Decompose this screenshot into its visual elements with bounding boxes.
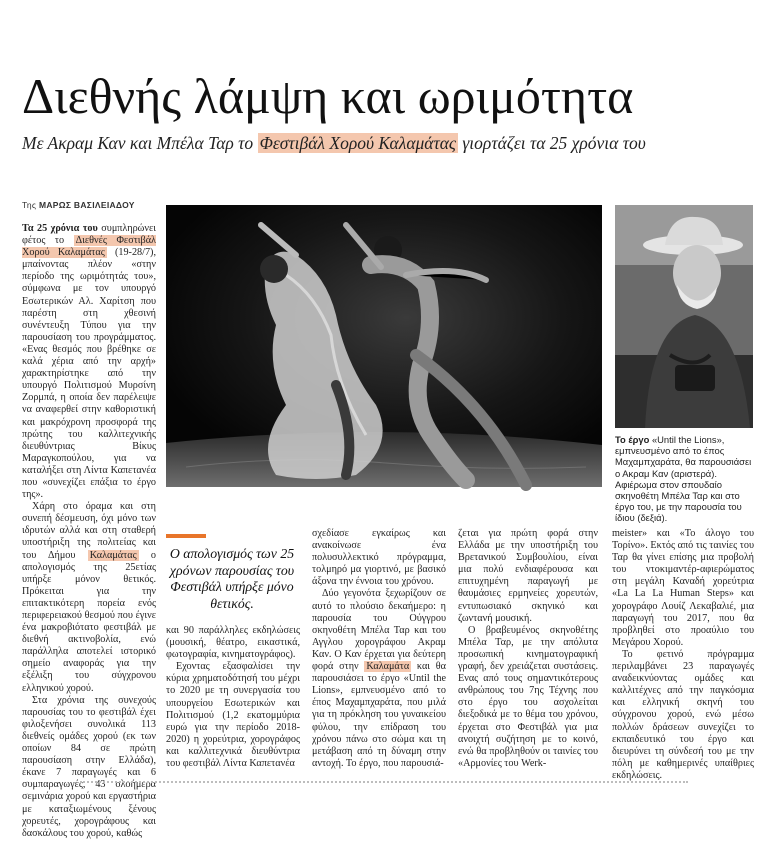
subtitle-highlight: Φεστιβάλ Χορού Καλαμάτας <box>259 133 457 153</box>
text-run: Δύο γεγονότα ξεχωρίζουν σε αυτό το πλούσιο δεκαήμερο: η παρουσία του Ούγγρου σκηνοθέτη Μπέλα Ταρ και του Αγγλου χορογράφου Ακραμ Καν. Ο Καν έρχεται για δεύτερη φορά στην <box>312 588 446 673</box>
paragraph: meister» και «Το άλογο του Τορίνο». Εκτός από τις ταινίες του Ταρ θα γίνει επίσης μια προβολή του ντοκιμαντέρ-αφιερώματος στη μεγάλη Καναδή χορεύτρια «La La La Human Steps» και χορογράφο Λουίζ Λεκαβαλιέ, μια παραγωγή του 2017, που θα προβληθεί στο προαύλιο του Μεγάρου Χορού. <box>612 528 754 648</box>
pull-quote-bar <box>166 534 206 538</box>
text-run: και θα παρουσιάσει το έργο «Until the Lions», εμπνευσμένο από το έπος Μαχαμπχαράτα, που μιλά για τη πρόκληση του γυναικείου φύλου, την επίδραση του χρόνου πάνω στο σώμα και τη μετάβαση από τη δύναμη στην αντοχή. Το έργο, που παρουσιά- <box>312 661 446 769</box>
portrait-photo <box>615 205 753 428</box>
pull-quote: Ο απολογισμός των 25 χρόνων παρουσίας του Φεστιβάλ υπήρξε μόνο θετικός. <box>169 546 295 611</box>
text-run: ο απολογισμός της 25ετίας υπήρξε μόνον θετικός. Πρόκειται για την επιτακτικότερη πορεία ενός περιφερειακού θεσμού που έγινε ένα μακροβιότατο φεστιβάλ με διεθνή ακτινοβολία, ενώ παράλληλα αποτελεί ιστορικό σημείο αναφοράς για την εξέλιξη του σύγχρονου ελληνικού χορού. <box>22 549 156 694</box>
highlight-kalamata: Καλαμάτας <box>89 549 137 561</box>
portrait-photo-image <box>615 205 753 428</box>
paragraph: σχεδίασε εγκαίρως και ανακοίνωσε ένα πολυσυλλεκτικό πρόγραμμα, τολμηρό μα γιορτινό, με βασικό άξονα την έννοια του χρόνου. <box>312 528 446 588</box>
text-run: (19-28/7), μπαίνοντας πλέον «στην περίοδο της ωριμότητάς του», σύμφωνα με τον υπουργό Εσωτερικών Αλ. Χαρίτση που παρέστη στη χθεσινή συνέντευξη Τύπου για την παρουσίαση του προγράμματος. «Ενας θεσμός που βρέθηκε σε καλά χέρια από την αρχή» χαρακτηρίστηκε από την υπουργό Πολιτισμού Μυρσίνη Ζορμπά, η οποία δεν παρέλειψε να αναφερθεί στην καθοριστική και μακρόχρονη προσφορά της πρώτης του καλλιτεχνικής διευθύντριας Βίκυς Μαραγκοπούλου, για να καταλήξει στη Λίντα Καπετανέα που «συνεχίζει επάξια το έργο της». <box>22 247 156 501</box>
paragraph: Εχοντας εξασφαλίσει την κύρια χρηματοδότησή του μέχρι το 2020 με τη συνεργασία του υπουργείου Εσωτερικών και Πολιτισμού (1,2 εκατομμύρια ευρώ για την περίοδο 2018-2020) η χορεύτρια, χορογράφος και καλλιτεχνικά διευθύντρια του φεστιβάλ Λίντα Καπετανέα <box>166 661 300 770</box>
article-column-2 <box>166 625 300 780</box>
paragraph: Το φετινό πρόγραμμα περιλαμβάνει 23 παραγωγές αναδεικνύοντας ομάδες και καλλιτέχνες από την παγκόσμια και ελληνική σκηνή του σύγχρονου χορού, ενώ μέσω πολλών δράσεων συνεχίζει το εκπαιδευτικό του έργο και διευρύνει τη σύνδεσή του με την πόλη με καθημερινές υπαίθριες εκδηλώσεις. <box>612 648 754 781</box>
highlight-festival: Διεθνές Φεστιβάλ Χορού Καλαμάτας <box>22 235 156 259</box>
article-subtitle <box>22 133 752 154</box>
paragraph <box>22 501 156 695</box>
subtitle-text-start: Με Ακραμ Καν και Μπέλα Ταρ το <box>22 133 258 153</box>
article-column-4 <box>458 528 598 780</box>
lead-in: Τα 25 χρόνια του <box>22 223 98 234</box>
subtitle-text-end: γιορτάζει τα 25 χρόνια του <box>458 133 646 153</box>
dance-photo <box>166 205 602 487</box>
text-run: συμπληρώνει φέτος το <box>22 223 157 247</box>
paragraph <box>22 223 156 501</box>
paragraph: Στα χρόνια της συνεχούς παρουσίας του το φεστιβάλ έχει φιλοξενήσει συνολικά 113 διεθνείς ομάδες χορού (εκ των οποίων 84 σε πρώτη παρουσίαση στην Ελλάδα), έκανε 7 παραγωγές και 6 συμπαραγωγές, 43 ολοήμερα σεμινάρια χορού και εργαστήρια με καταξιωμένους ξένους χορευτές, χορογράφους και δασκάλους του χορού, καθώς <box>22 694 156 839</box>
article-column-1 <box>22 223 157 839</box>
article-title: Διεθνής λάμψη και ωριμότητα <box>22 68 634 124</box>
byline <box>22 200 135 210</box>
photo-caption <box>615 434 753 524</box>
caption-lead: Το έργο <box>615 434 650 445</box>
article-column-5 <box>612 528 754 780</box>
paragraph <box>312 588 446 769</box>
highlight-kalamata: Καλαμάτα <box>366 661 410 673</box>
article-column-3 <box>312 528 446 780</box>
dance-photo-image <box>166 205 602 487</box>
paragraph: ζεται για πρώτη φορά στην Ελλάδα με την υποστήριξη του Βρετανικού Συμβουλίου, είναι μια πολύ ενδιαφέρουσα και επιτυχημένη παραγωγή με θαυμάσιες ερμηνείες χορευτών, εντυπωσιακό σκηνικό και ζωντανή μουσική. <box>458 528 598 624</box>
byline-author: ΜΑΡΩΣ ΒΑΣΙΛΕΙΑΔΟΥ <box>38 200 135 210</box>
byline-prefix: Της <box>22 200 39 210</box>
text-run: Χάρη στο όραμα και στη συνεπή δέσμευση, όχι μόνο των ιδρυτών αλλά και στη σταθερή υποστήριξη της πολιτείας και του Δήμου <box>22 501 156 561</box>
bottom-divider <box>80 781 688 783</box>
paragraph: Ο βραβευμένος σκηνοθέτης Μπέλα Ταρ, με την απόλυτα προσωπική κινηματογραφική γραφή, δεν χρειάζεται συστάσεις. Ενας από τους σημαντικότερους ανθρώπους του 7ης Τέχνης που στο έργο του ασχολείται διεξοδικά με το θέμα του χρόνου, έρχεται στο Φεστιβάλ για μια ανοιχτή συζήτηση με το κοινό, ενώ θα προβληθούν οι ταινίες του «Αρμονίες του Werk- <box>458 624 598 769</box>
paragraph: και 90 παράλληλες εκδηλώσεις (μουσική, θέατρο, εικαστικά, φωτογραφία, κινηματογράφος). <box>166 625 300 661</box>
caption-text: «Until the Lions», εμπνευσμένο από το έπος Μαχαμπχαράτα, θα παρουσιάσει ο Ακραμ Καν (αριστερά). Αφιέρωμα στον σπουδαίο σκηνοθέτη Μπέλα Ταρ και στο έργο του, με την παρουσία του ίδιου (δεξιά). <box>615 434 752 524</box>
